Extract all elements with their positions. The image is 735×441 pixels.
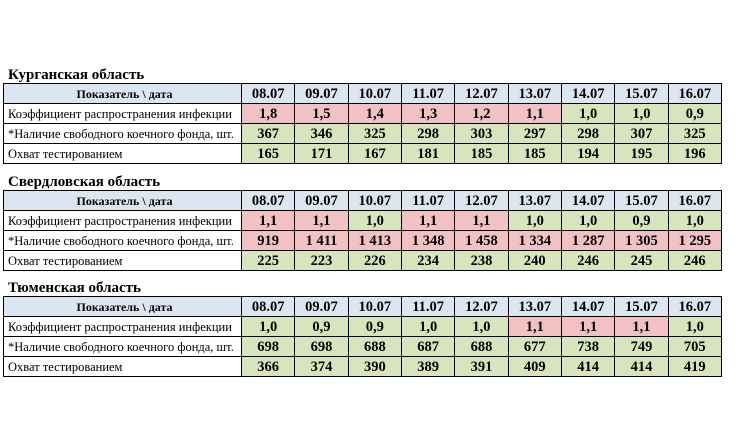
date-header-cell: 13.07	[508, 297, 561, 317]
value-cell: 195	[615, 144, 668, 164]
region-title: Курганская область	[8, 67, 145, 83]
value-cell: 1,1	[455, 211, 508, 231]
row-label-cell: *Наличие свободного коечного фонда, шт.	[4, 231, 242, 251]
value-cell: 1,1	[508, 317, 561, 337]
date-header-cell: 11.07	[401, 297, 454, 317]
value-cell: 698	[295, 337, 348, 357]
value-cell: 167	[348, 144, 401, 164]
value-cell: 390	[348, 357, 401, 377]
date-header-cell: 16.07	[668, 191, 721, 211]
table-row	[4, 144, 722, 164]
table-row	[4, 104, 722, 124]
value-cell: 238	[455, 251, 508, 271]
value-cell: 1,0	[242, 317, 295, 337]
value-cell: 1,3	[401, 104, 454, 124]
value-cell: 374	[295, 357, 348, 377]
value-cell: 1 413	[348, 231, 401, 251]
value-cell: 246	[561, 251, 614, 271]
row-label-cell: *Наличие свободного коечного фонда, шт.	[4, 337, 242, 357]
header-label-cell: Показатель \ дата	[4, 84, 242, 104]
date-header-cell: 10.07	[348, 84, 401, 104]
value-cell: 1,8	[242, 104, 295, 124]
table-row	[4, 231, 722, 251]
date-header-cell: 14.07	[561, 297, 614, 317]
value-cell: 226	[348, 251, 401, 271]
date-header-cell: 15.07	[615, 191, 668, 211]
value-cell: 738	[561, 337, 614, 357]
value-cell: 1 295	[668, 231, 721, 251]
region-table	[3, 83, 722, 164]
value-cell: 391	[455, 357, 508, 377]
value-cell: 1,0	[508, 211, 561, 231]
row-label-cell: Коэффициент распространения инфекции	[4, 104, 242, 124]
value-cell: 1,0	[348, 211, 401, 231]
value-cell: 677	[508, 337, 561, 357]
value-cell: 325	[668, 124, 721, 144]
value-cell: 1,0	[615, 104, 668, 124]
row-label-cell: Охват тестированием	[4, 144, 242, 164]
value-cell: 1 334	[508, 231, 561, 251]
table-header-row	[4, 191, 722, 211]
date-header-cell: 13.07	[508, 84, 561, 104]
header-label-cell: Показатель \ дата	[4, 191, 242, 211]
value-cell: 297	[508, 124, 561, 144]
value-cell: 688	[455, 337, 508, 357]
table-row	[4, 337, 722, 357]
date-header-cell: 10.07	[348, 297, 401, 317]
value-cell: 1 458	[455, 231, 508, 251]
date-header-cell: 09.07	[295, 84, 348, 104]
value-cell: 414	[615, 357, 668, 377]
row-label-cell: *Наличие свободного коечного фонда, шт.	[4, 124, 242, 144]
value-cell: 196	[668, 144, 721, 164]
value-cell: 414	[561, 357, 614, 377]
value-cell: 246	[668, 251, 721, 271]
value-cell: 1 348	[401, 231, 454, 251]
value-cell: 0,9	[668, 104, 721, 124]
value-cell: 303	[455, 124, 508, 144]
value-cell: 165	[242, 144, 295, 164]
value-cell: 688	[348, 337, 401, 357]
value-cell: 307	[615, 124, 668, 144]
value-cell: 1,4	[348, 104, 401, 124]
date-header-cell: 13.07	[508, 191, 561, 211]
value-cell: 419	[668, 357, 721, 377]
value-cell: 1,0	[401, 317, 454, 337]
value-cell: 185	[455, 144, 508, 164]
date-header-cell: 16.07	[668, 297, 721, 317]
row-label-cell: Охват тестированием	[4, 357, 242, 377]
row-label-cell: Коэффициент распространения инфекции	[4, 211, 242, 231]
row-label-cell: Охват тестированием	[4, 251, 242, 271]
date-header-cell: 08.07	[242, 191, 295, 211]
date-header-cell: 12.07	[455, 84, 508, 104]
date-header-cell: 08.07	[242, 297, 295, 317]
value-cell: 1,1	[401, 211, 454, 231]
value-cell: 298	[401, 124, 454, 144]
table-row	[4, 211, 722, 231]
value-cell: 181	[401, 144, 454, 164]
value-cell: 0,9	[615, 211, 668, 231]
value-cell: 367	[242, 124, 295, 144]
date-header-cell: 15.07	[615, 297, 668, 317]
value-cell: 1,0	[561, 104, 614, 124]
value-cell: 223	[295, 251, 348, 271]
value-cell: 687	[401, 337, 454, 357]
table-row	[4, 357, 722, 377]
value-cell: 1 287	[561, 231, 614, 251]
table-header-row	[4, 297, 722, 317]
value-cell: 0,9	[295, 317, 348, 337]
value-cell: 1,1	[242, 211, 295, 231]
value-cell: 346	[295, 124, 348, 144]
row-label-cell: Коэффициент распространения инфекции	[4, 317, 242, 337]
region-table	[3, 190, 722, 271]
table-row	[4, 124, 722, 144]
region-title: Свердловская область	[8, 174, 161, 190]
value-cell: 240	[508, 251, 561, 271]
value-cell: 409	[508, 357, 561, 377]
value-cell: 298	[561, 124, 614, 144]
value-cell: 185	[508, 144, 561, 164]
value-cell: 919	[242, 231, 295, 251]
table-header-row	[4, 84, 722, 104]
value-cell: 194	[561, 144, 614, 164]
value-cell: 1,0	[455, 317, 508, 337]
date-header-cell: 11.07	[401, 191, 454, 211]
date-header-cell: 09.07	[295, 297, 348, 317]
value-cell: 225	[242, 251, 295, 271]
table-row	[4, 317, 722, 337]
date-header-cell: 14.07	[561, 84, 614, 104]
value-cell: 1,2	[455, 104, 508, 124]
header-label-cell: Показатель \ дата	[4, 297, 242, 317]
region-title: Тюменская область	[8, 280, 141, 296]
table-row	[4, 251, 722, 271]
value-cell: 0,9	[348, 317, 401, 337]
value-cell: 698	[242, 337, 295, 357]
value-cell: 366	[242, 357, 295, 377]
value-cell: 1,1	[615, 317, 668, 337]
value-cell: 1,1	[508, 104, 561, 124]
date-header-cell: 12.07	[455, 297, 508, 317]
date-header-cell: 11.07	[401, 84, 454, 104]
date-header-cell: 08.07	[242, 84, 295, 104]
date-header-cell: 09.07	[295, 191, 348, 211]
value-cell: 1,1	[295, 211, 348, 231]
value-cell: 171	[295, 144, 348, 164]
value-cell: 749	[615, 337, 668, 357]
value-cell: 1,0	[668, 317, 721, 337]
value-cell: 1,0	[561, 211, 614, 231]
region-table	[3, 296, 722, 377]
value-cell: 1 305	[615, 231, 668, 251]
date-header-cell: 16.07	[668, 84, 721, 104]
value-cell: 1,0	[668, 211, 721, 231]
date-header-cell: 10.07	[348, 191, 401, 211]
value-cell: 325	[348, 124, 401, 144]
date-header-cell: 14.07	[561, 191, 614, 211]
value-cell: 1,1	[561, 317, 614, 337]
value-cell: 234	[401, 251, 454, 271]
value-cell: 705	[668, 337, 721, 357]
value-cell: 245	[615, 251, 668, 271]
value-cell: 1 411	[295, 231, 348, 251]
value-cell: 389	[401, 357, 454, 377]
date-header-cell: 15.07	[615, 84, 668, 104]
date-header-cell: 12.07	[455, 191, 508, 211]
value-cell: 1,5	[295, 104, 348, 124]
